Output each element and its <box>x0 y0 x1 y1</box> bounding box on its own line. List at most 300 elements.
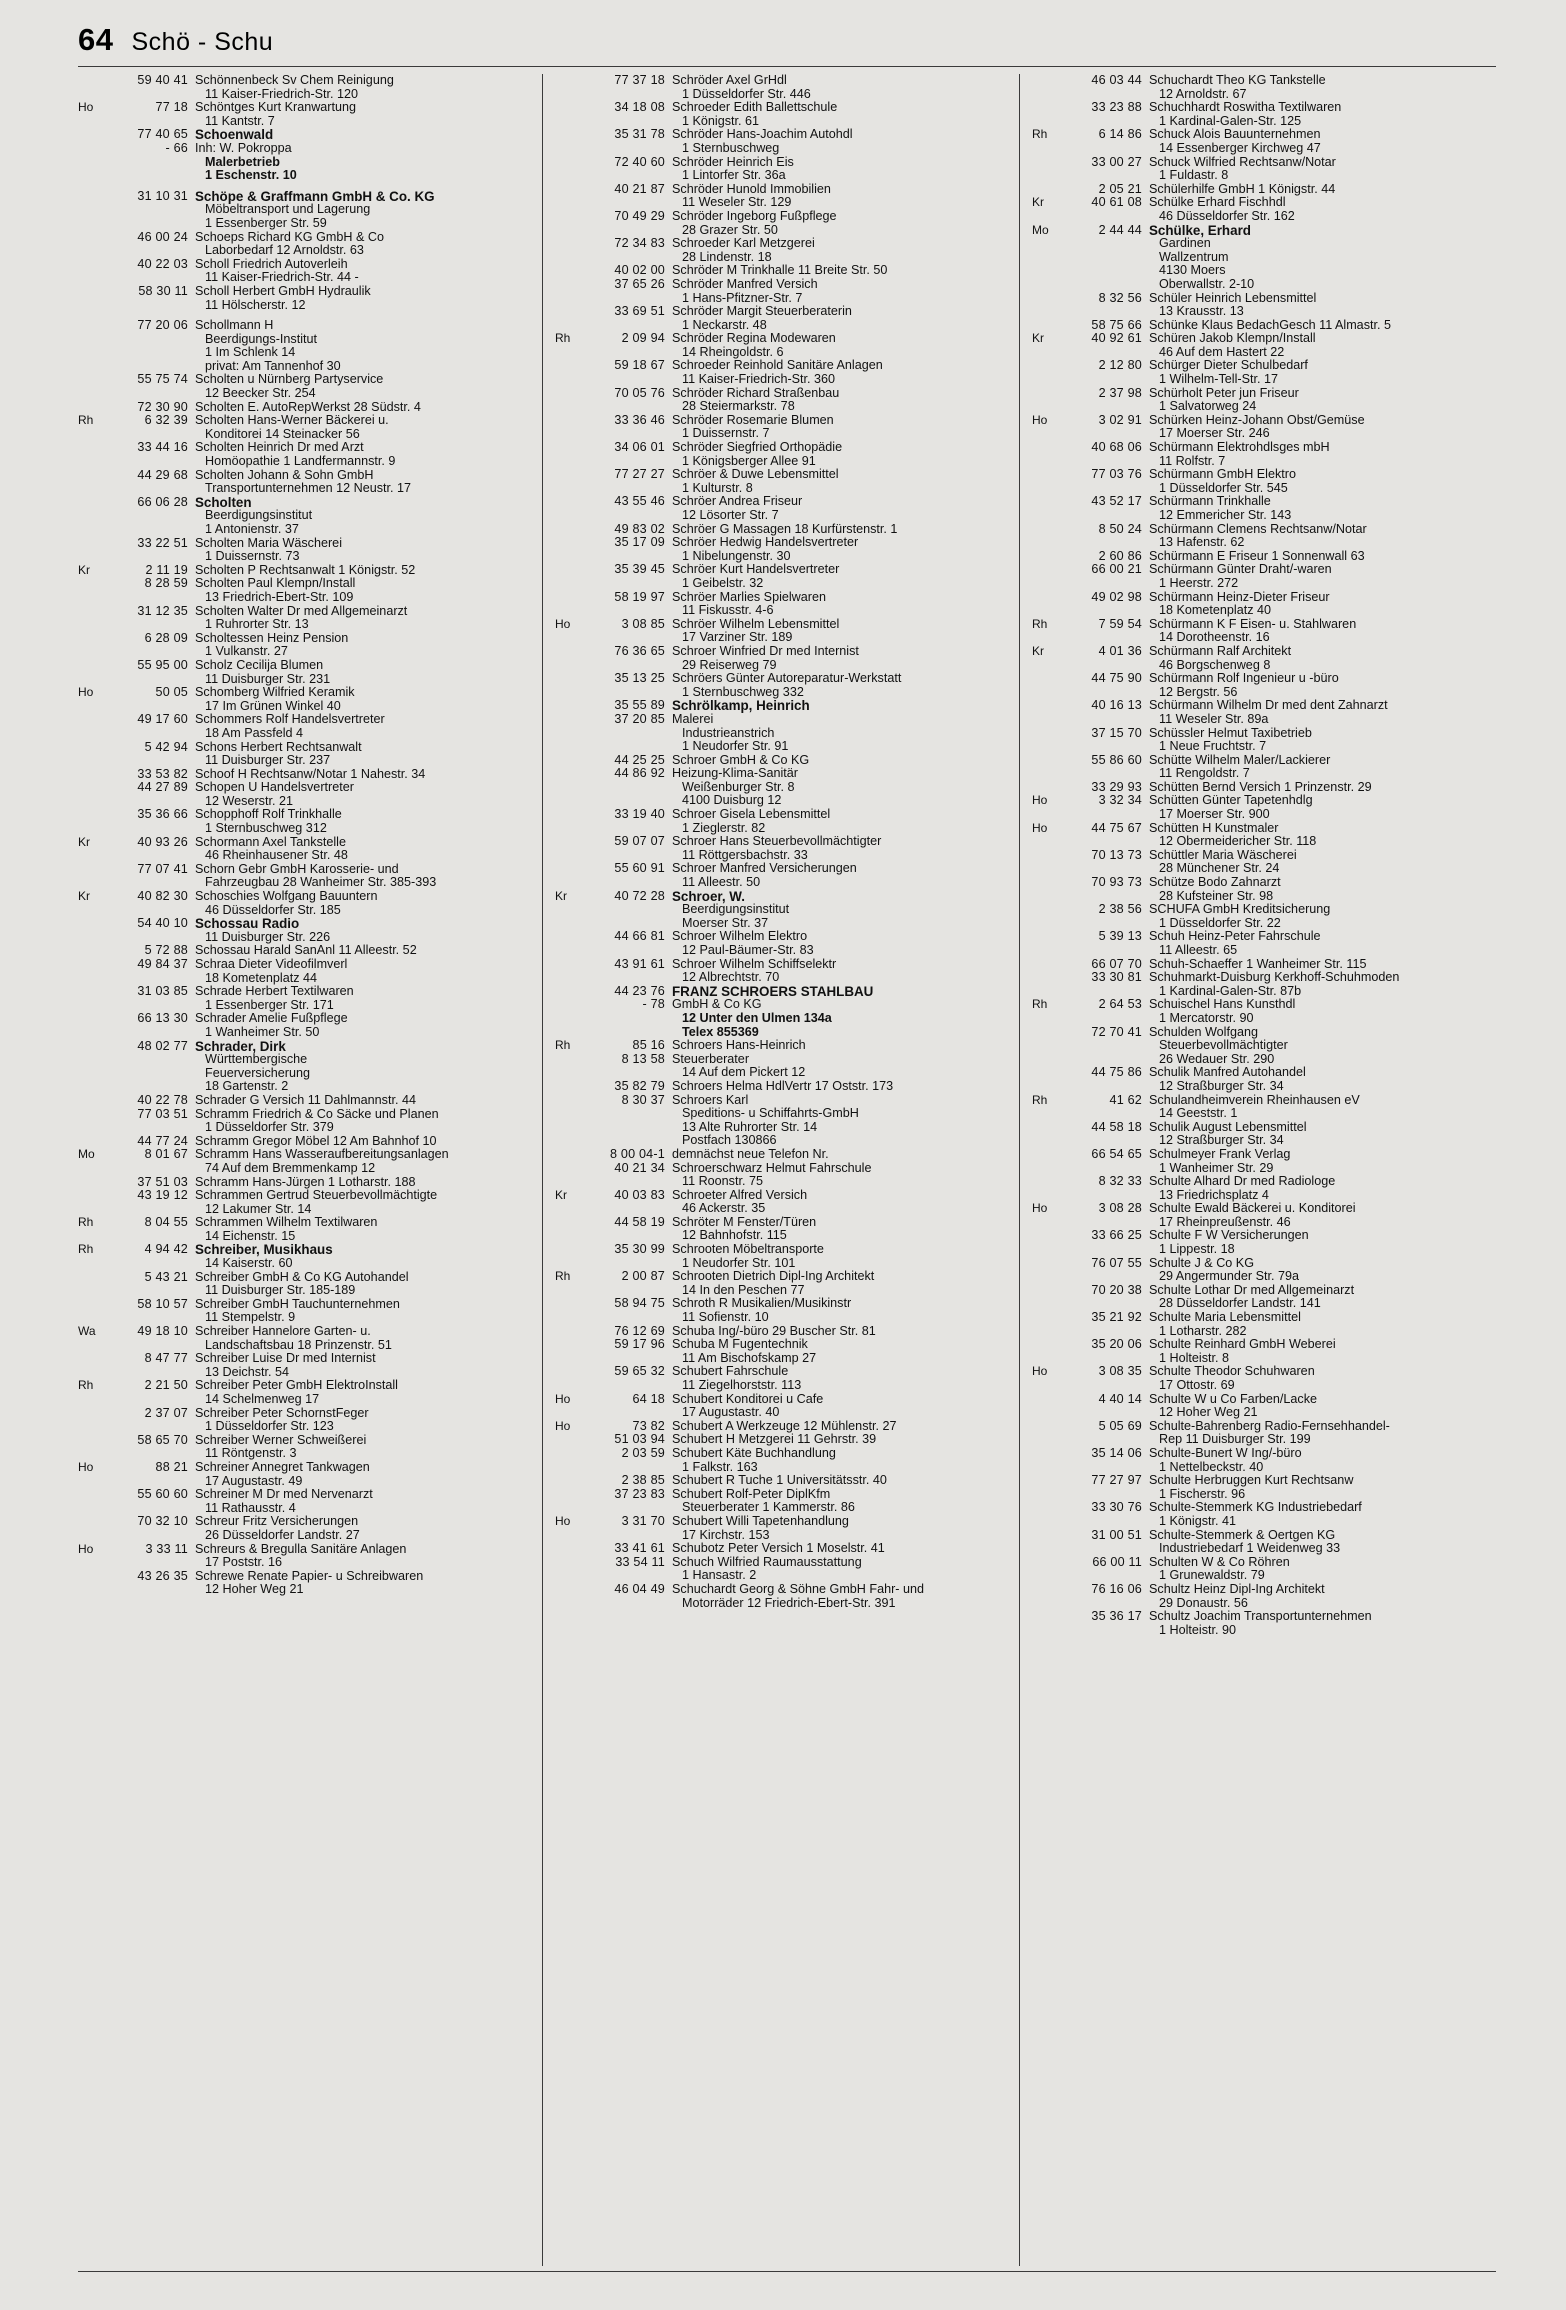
area-prefix: Kr <box>78 889 90 904</box>
entry-detail: 1 Duissernstr. 7 <box>682 426 770 441</box>
entry-name: SCHUFA GmbH Kreditsicherung <box>1149 902 1331 917</box>
entry-name: Scholten Hans-Werner Bäckerei u. <box>195 413 389 428</box>
area-prefix: Rh <box>78 413 94 428</box>
directory-entry <box>78 1407 536 1434</box>
area-prefix: Kr <box>78 562 90 577</box>
entry-detail: Motorräder 12 Friedrich-Ebert-Str. 391 <box>682 1595 896 1610</box>
entry-name: Schroer Gisela Lebensmittel <box>672 807 831 822</box>
directory-entry <box>1032 1556 1490 1583</box>
entry-detail: Landschaftsbau 18 Prinzenstr. 51 <box>205 1337 392 1352</box>
entry-text <box>188 958 536 985</box>
entry-text <box>1142 550 1490 564</box>
entry-detail: 12 Obermeidericher Str. 118 <box>1159 834 1317 849</box>
directory-entry <box>1032 1148 1490 1175</box>
phone-number: 58 30 11 <box>138 283 188 298</box>
entry-text <box>188 142 536 183</box>
area-prefix: Ho <box>1032 1201 1048 1216</box>
phone-number: 66 13 30 <box>137 1011 188 1026</box>
directory-entry <box>1032 414 1490 441</box>
phone-number: 2 21 50 <box>144 1378 188 1393</box>
directory-entry <box>1032 618 1490 645</box>
phone-number: 70 49 29 <box>614 208 665 223</box>
entry-detail: 1 Neue Fruchtstr. 7 <box>1159 739 1267 754</box>
entry-detail: 13 Deichstr. 54 <box>205 1364 290 1379</box>
phone-number: 77 03 51 <box>137 1106 188 1121</box>
phone-number: 31 10 31 <box>137 188 188 203</box>
entry-detail: 18 Gartenstr. 2 <box>205 1079 289 1094</box>
directory-entry <box>78 768 536 782</box>
directory-entry <box>555 890 1013 931</box>
phone-number: 8 47 77 <box>144 1351 188 1366</box>
phone-number: 77 27 97 <box>1091 1473 1142 1488</box>
phone-number: 31 00 51 <box>1091 1527 1142 1542</box>
entry-detail: 11 Hölscherstr. 12 <box>205 297 306 312</box>
entry-detail: 1 Königstr. 41 <box>1159 1513 1237 1528</box>
directory-entry <box>555 767 1013 808</box>
entry-detail: 13 Hafenstr. 62 <box>1159 535 1245 550</box>
entry-detail: 12 Bergstr. 56 <box>1159 684 1238 699</box>
entry-text <box>665 128 1013 155</box>
phone-number: 33 00 27 <box>1091 154 1142 169</box>
directory-entry <box>78 231 536 258</box>
entry-name: Schülerhilfe GmbH 1 Königstr. 44 <box>1149 181 1336 196</box>
page-range-label: Schö - Schu <box>131 28 274 56</box>
directory-entry <box>555 1556 1013 1583</box>
entry-detail: 1 Königstr. 61 <box>682 113 760 128</box>
entry-detail: 1 Lotharstr. 282 <box>1159 1323 1247 1338</box>
entry-name: Schröer Kurt Handelsvertreter <box>672 562 840 577</box>
entry-name: Schreiner Annegret Tankwagen <box>195 1459 370 1474</box>
entry-detail: 11 Sofienstr. 10 <box>682 1310 769 1325</box>
entry-name: Schüler Heinrich Lebensmittel <box>1149 290 1317 305</box>
entry-text <box>665 930 1013 957</box>
directory-entry <box>555 1433 1013 1447</box>
entry-detail: Transportunternehmen 12 Neustr. 17 <box>205 481 412 496</box>
phone-number: 85 16 <box>632 1038 665 1053</box>
entry-text <box>665 835 1013 862</box>
entry-name: Schulte Reinhard GmbH Weberei <box>1149 1337 1336 1352</box>
phone-number: 50 05 <box>155 685 188 700</box>
directory-entry <box>555 74 1013 101</box>
entry-detail: Württembergische <box>205 1052 308 1067</box>
entry-text <box>188 537 536 564</box>
entry-detail: Gardinen <box>1159 236 1211 251</box>
phone-number: 44 77 24 <box>137 1133 188 1148</box>
entry-detail: 1 Ruhrorter Str. 13 <box>205 617 309 632</box>
phone-number: 64 18 <box>632 1391 665 1406</box>
directory-entry <box>555 156 1013 183</box>
entry-name: Schürger Dieter Schulbedarf <box>1149 358 1308 373</box>
entry-detail: 1 Im Schlenk 14 <box>205 345 296 360</box>
entry-name: Schulte-Bunert W Ing/-büro <box>1149 1445 1302 1460</box>
entry-detail: 1 Hansastr. 2 <box>682 1568 757 1583</box>
phone-number: 43 19 12 <box>137 1188 188 1203</box>
entry-text <box>665 441 1013 468</box>
directory-entry <box>555 1162 1013 1189</box>
phone-number: 44 75 90 <box>1091 671 1142 686</box>
entry-text <box>665 1189 1013 1216</box>
directory-entry <box>1032 128 1490 155</box>
area-prefix: Ho <box>555 1418 571 1433</box>
directory-entry <box>78 74 536 101</box>
directory-entry <box>78 958 536 985</box>
phone-number: 3 31 70 <box>621 1513 665 1528</box>
entry-detail: 11 Kantstr. 7 <box>205 113 275 128</box>
entry-detail: 29 Reiserweg 79 <box>682 657 777 672</box>
entry-detail: 1 Essenberger Str. 59 <box>205 215 327 230</box>
entry-text <box>1142 1026 1490 1067</box>
entry-name: Schrooten Dietrich Dipl-Ing Architekt <box>672 1269 875 1284</box>
phone-number: 35 13 25 <box>614 671 665 686</box>
entry-detail: 11 Weseler Str. 129 <box>682 195 792 210</box>
entry-name: Schubert R Tuche 1 Universitätsstr. 40 <box>672 1473 887 1488</box>
entry-detail: 29 Angermunder Str. 79a <box>1159 1269 1300 1284</box>
phone-number: 46 00 24 <box>137 229 188 244</box>
directory-entry <box>555 1542 1013 1556</box>
directory-entry <box>1032 495 1490 522</box>
directory-columns <box>78 74 1496 2266</box>
entry-detail: 13 Friedrich-Ebert-Str. 109 <box>205 589 354 604</box>
directory-entry <box>1032 1066 1490 1093</box>
entry-detail: Wallzentrum <box>1159 249 1229 264</box>
directory-entry <box>78 1352 536 1379</box>
entry-text <box>188 944 536 958</box>
phone-number: 33 30 81 <box>1091 970 1142 985</box>
entry-detail: 14 Dorotheenstr. 16 <box>1159 630 1270 645</box>
entry-detail: 12 Unter den Ulmen 134a <box>682 1010 832 1025</box>
entry-name: Schuck Wilfried Rechtsanw/Notar <box>1149 154 1336 169</box>
entry-text <box>1142 699 1490 726</box>
entry-text <box>665 998 1013 1039</box>
phone-number: 34 18 08 <box>614 100 665 115</box>
directory-entry <box>78 101 536 128</box>
entry-name: Schütze Bodo Zahnarzt <box>1149 875 1281 890</box>
area-prefix: Rh <box>1032 127 1048 142</box>
entry-name: Schröder Margit Steuerberaterin <box>672 304 852 319</box>
entry-detail: Homöopathie 1 Landfermannstr. 9 <box>205 454 396 469</box>
entry-detail: 13 Krausstr. 13 <box>1159 304 1244 319</box>
entry-text <box>188 686 536 713</box>
phone-number: 33 29 93 <box>1091 779 1142 794</box>
area-prefix: Wa <box>78 1324 96 1339</box>
entry-text <box>1142 930 1490 957</box>
entry-name: Schürmann Heinz-Dieter Friseur <box>1149 589 1330 604</box>
phone-number: 33 41 61 <box>614 1541 665 1556</box>
phone-number: 43 52 17 <box>1091 494 1142 509</box>
phone-number: 2 00 87 <box>621 1269 665 1284</box>
entry-detail: 11 Stempelstr. 9 <box>205 1310 296 1325</box>
area-prefix: Ho <box>78 685 94 700</box>
entry-name: Schulte W u Co Farben/Lacke <box>1149 1391 1317 1406</box>
directory-entry <box>555 468 1013 495</box>
entry-detail: 28 Grazer Str. 50 <box>682 222 778 237</box>
phone-number: 6 32 39 <box>144 413 188 428</box>
entry-text <box>188 128 536 142</box>
entry-text <box>188 1434 536 1461</box>
entry-text <box>665 495 1013 522</box>
footer-rule <box>78 2271 1496 2272</box>
entry-text <box>1142 958 1490 972</box>
entry-name: Schürmann Günter Draht/-waren <box>1149 562 1332 577</box>
directory-entry <box>78 441 536 468</box>
phone-number: 8 00 04-1 <box>609 1146 665 1161</box>
entry-name: Schulte Theodor Schuhwaren <box>1149 1364 1315 1379</box>
entry-detail: 17 Augustastr. 40 <box>682 1405 780 1420</box>
entry-name: Schröder Siegfried Orthopädie <box>672 440 843 455</box>
phone-number: 3 02 91 <box>1098 412 1142 427</box>
directory-entry <box>555 101 1013 128</box>
entry-text <box>188 890 536 917</box>
entry-text <box>1142 1121 1490 1148</box>
directory-entry <box>1032 156 1490 183</box>
directory-entry <box>1032 849 1490 876</box>
entry-name: Schraa Dieter Videofilmverl <box>195 957 348 971</box>
entry-text <box>1142 794 1490 821</box>
entry-name: Schuba Ing/-büro 29 Buscher Str. 81 <box>672 1323 876 1338</box>
directory-entry <box>555 1053 1013 1080</box>
phone-number: 35 31 78 <box>614 127 665 142</box>
phone-number: 7 59 54 <box>1098 616 1142 631</box>
phone-number: 58 94 75 <box>614 1296 665 1311</box>
directory-entry <box>78 414 536 441</box>
directory-entry <box>555 930 1013 957</box>
entry-detail: 17 Kirchstr. 153 <box>682 1527 770 1542</box>
directory-entry <box>1032 699 1490 726</box>
entry-text <box>1142 292 1490 319</box>
entry-text <box>188 231 536 258</box>
entry-text <box>1142 998 1490 1025</box>
directory-entry <box>78 1216 536 1243</box>
phone-number: 40 21 87 <box>614 181 665 196</box>
directory-entry <box>1032 468 1490 495</box>
directory-entry <box>1032 591 1490 618</box>
entry-text <box>665 1162 1013 1189</box>
entry-text <box>665 958 1013 985</box>
entry-text <box>1142 101 1490 128</box>
phone-number: 8 50 24 <box>1098 521 1142 536</box>
entry-detail: 18 Kometenplatz 44 <box>205 970 318 985</box>
area-prefix: Mo <box>78 1147 95 1162</box>
entry-detail: Beerdigungsinstitut <box>205 508 313 523</box>
entry-detail: 1 Falkstr. 163 <box>682 1459 758 1474</box>
phone-number: 8 30 37 <box>621 1092 665 1107</box>
phone-number: 58 10 57 <box>137 1296 188 1311</box>
entry-detail: 17 Poststr. 16 <box>205 1555 283 1570</box>
entry-name: Schuh-Schaeffer 1 Wanheimer Str. 115 <box>1149 956 1367 971</box>
entry-name: Inh: W. Pokroppa <box>195 140 292 155</box>
entry-name: Scholten Walter Dr med Allgemeinarzt <box>195 603 408 618</box>
area-prefix: Rh <box>1032 997 1048 1012</box>
entry-name: Schroers Hans-Heinrich <box>672 1038 806 1053</box>
entry-name: Schrader, Dirk <box>195 1038 286 1054</box>
directory-entry <box>1032 319 1490 333</box>
directory-entry <box>555 699 1013 713</box>
entry-name: Schünke Klaus BedachGesch 11 Almastr. 5 <box>1149 317 1391 332</box>
directory-entry <box>1032 332 1490 359</box>
entry-name: Schuba M Fugentechnik <box>672 1337 808 1352</box>
directory-entry <box>555 1243 1013 1270</box>
phone-number: 5 05 69 <box>1098 1418 1142 1433</box>
entry-text <box>665 1474 1013 1488</box>
phone-number: 46 04 49 <box>614 1581 665 1596</box>
entry-detail: Steuerbevollmächtigter <box>1159 1038 1288 1053</box>
phone-number: 35 39 45 <box>614 562 665 577</box>
entry-name: Schroers Karl <box>672 1092 749 1107</box>
entry-text <box>665 264 1013 278</box>
entry-text <box>1142 359 1490 386</box>
entry-text <box>1142 196 1490 223</box>
entry-detail: 12 Hoher Weg 21 <box>1159 1405 1258 1420</box>
directory-entry <box>1032 1284 1490 1311</box>
phone-number: 2 37 07 <box>144 1405 188 1420</box>
phone-number: 49 84 37 <box>137 957 188 971</box>
entry-name: Schürmann Rolf Ingenieur u -büro <box>1149 671 1339 686</box>
entry-text <box>1142 822 1490 849</box>
page-number: 64 <box>78 22 114 57</box>
entry-text <box>665 536 1013 563</box>
directory-entry <box>1032 550 1490 564</box>
entry-text <box>1142 224 1490 292</box>
directory-entry <box>555 563 1013 590</box>
entry-detail: 46 Ackerstr. 35 <box>682 1201 766 1216</box>
entry-detail: 28 Düsseldorfer Landstr. 141 <box>1159 1296 1321 1311</box>
area-prefix: Mo <box>1032 222 1049 237</box>
entry-detail: 1 Fuldastr. 8 <box>1159 168 1229 183</box>
phone-number: 4 40 14 <box>1098 1391 1142 1406</box>
entry-detail: Möbeltransport und Lagerung <box>205 202 371 217</box>
entry-detail: 11 Alleestr. 50 <box>682 875 761 890</box>
entry-detail: 12 Hoher Weg 21 <box>205 1582 304 1597</box>
directory-entry <box>555 1583 1013 1610</box>
phone-number: 77 37 18 <box>614 73 665 87</box>
entry-detail: 1 Eschenstr. 10 <box>205 168 297 183</box>
entry-name: Schubert Käte Buchhandlung <box>672 1445 836 1460</box>
entry-detail: 1 Wilhelm-Tell-Str. 17 <box>1159 372 1278 387</box>
directory-entry <box>78 319 536 373</box>
entry-text <box>665 414 1013 441</box>
entry-name: Schossau Radio <box>195 916 300 932</box>
area-prefix: Ho <box>555 616 571 631</box>
entry-text <box>188 1461 536 1488</box>
entry-name: Schrade Herbert Textilwaren <box>195 984 354 999</box>
directory-entry <box>555 808 1013 835</box>
entry-detail: 12 Straßburger Str. 34 <box>1159 1133 1284 1148</box>
entry-detail: 12 Arnoldstr. 67 <box>1159 86 1247 101</box>
directory-entry <box>78 713 536 740</box>
entry-name: Schuchardt Theo KG Tankstelle <box>1149 73 1326 87</box>
phone-number: 2 11 19 <box>145 562 188 577</box>
entry-detail: 46 Düsseldorfer Str. 162 <box>1159 208 1295 223</box>
phone-number: 2 12 80 <box>1098 358 1142 373</box>
entry-name: Schopphoff Rolf Trinkhalle <box>195 807 342 822</box>
phone-number: 49 17 60 <box>137 712 188 727</box>
phone-number: 51 03 94 <box>614 1432 665 1447</box>
entry-text <box>188 768 536 782</box>
entry-name: demnächst neue Telefon Nr. <box>672 1146 829 1161</box>
phone-number: 35 82 79 <box>614 1078 665 1093</box>
entry-detail: 1 Duissernstr. 73 <box>205 549 300 564</box>
directory-entry <box>555 536 1013 563</box>
entry-name: Schreur Fritz Versicherungen <box>195 1514 359 1529</box>
directory-entry <box>1032 1229 1490 1256</box>
directory-entry <box>1032 998 1490 1025</box>
directory-entry <box>555 1420 1013 1434</box>
entry-name: Schroerschwarz Helmut Fahrschule <box>672 1160 872 1175</box>
phone-number: 40 93 26 <box>137 834 188 849</box>
entry-detail: 1 Wanheimer Str. 50 <box>205 1024 320 1039</box>
directory-entry <box>555 1365 1013 1392</box>
entry-name: Schubert Rolf-Peter DiplKfm <box>672 1486 831 1501</box>
directory-entry <box>555 183 1013 210</box>
entry-text <box>1142 468 1490 495</box>
directory-entry <box>1032 1026 1490 1067</box>
phone-number: 8 32 33 <box>1098 1174 1142 1189</box>
entry-detail: 17 Rheinpreußenstr. 46 <box>1159 1214 1291 1229</box>
entry-name: Schollmann H <box>195 318 274 333</box>
entry-detail: 11 Kaiser-Friedrich-Str. 44 - <box>205 270 359 285</box>
directory-entry <box>78 605 536 632</box>
entry-text <box>188 1012 536 1039</box>
entry-text <box>665 237 1013 264</box>
entry-detail: 1 Zieglerstr. 82 <box>682 820 766 835</box>
directory-column-1 <box>78 74 542 2266</box>
phone-number: 41 62 <box>1109 1092 1142 1107</box>
entry-text <box>665 332 1013 359</box>
directory-entry <box>555 278 1013 305</box>
entry-text <box>1142 319 1490 333</box>
entry-text <box>188 1407 536 1434</box>
phone-number: 37 15 70 <box>1091 725 1142 740</box>
entry-detail: 11 Fiskusstr. 4-6 <box>682 603 774 618</box>
phone-number: 77 18 <box>155 100 188 115</box>
entry-detail: 1 Lintorfer Str. 36a <box>682 168 786 183</box>
entry-name: Schubert Konditorei u Cafe <box>672 1391 824 1406</box>
entry-name: Schröer & Duwe Lebensmittel <box>672 467 839 482</box>
directory-entry <box>1032 1420 1490 1447</box>
entry-text <box>188 1135 536 1149</box>
entry-detail: 46 Borgschenweg 8 <box>1159 657 1271 672</box>
entry-detail: 1 Düsseldorfer Str. 379 <box>205 1120 334 1135</box>
directory-entry <box>555 305 1013 332</box>
directory-entry <box>78 836 536 863</box>
entry-detail: 1 Düsseldorfer Str. 123 <box>205 1419 334 1434</box>
entry-detail: 12 Beecker Str. 254 <box>205 386 316 401</box>
entry-text <box>188 496 536 537</box>
directory-entry <box>555 1189 1013 1216</box>
entry-text <box>188 863 536 890</box>
phone-number: 77 27 27 <box>614 467 665 482</box>
entry-detail: 1 Heerstr. 272 <box>1159 575 1239 590</box>
entry-text <box>665 359 1013 386</box>
entry-text <box>188 469 536 496</box>
entry-text <box>665 672 1013 699</box>
entry-text <box>1142 1094 1490 1121</box>
directory-entry <box>78 1040 536 1094</box>
entry-detail: 11 Röttgersbachstr. 33 <box>682 847 808 862</box>
directory-entry <box>555 387 1013 414</box>
entry-name: Schultz Joachim Transportunternehmen <box>1149 1609 1372 1624</box>
area-prefix: Ho <box>78 100 94 115</box>
phone-number: 37 51 03 <box>137 1174 188 1189</box>
entry-name: Schroer GmbH & Co KG <box>672 752 810 767</box>
directory-entry <box>1032 183 1490 197</box>
entry-text <box>188 1216 536 1243</box>
entry-text <box>1142 156 1490 183</box>
entry-detail: 11 Am Bischofskamp 27 <box>682 1350 817 1365</box>
phone-number: 6 14 86 <box>1098 127 1142 142</box>
entry-text <box>1142 903 1490 930</box>
entry-name: Schulik August Lebensmittel <box>1149 1119 1307 1134</box>
